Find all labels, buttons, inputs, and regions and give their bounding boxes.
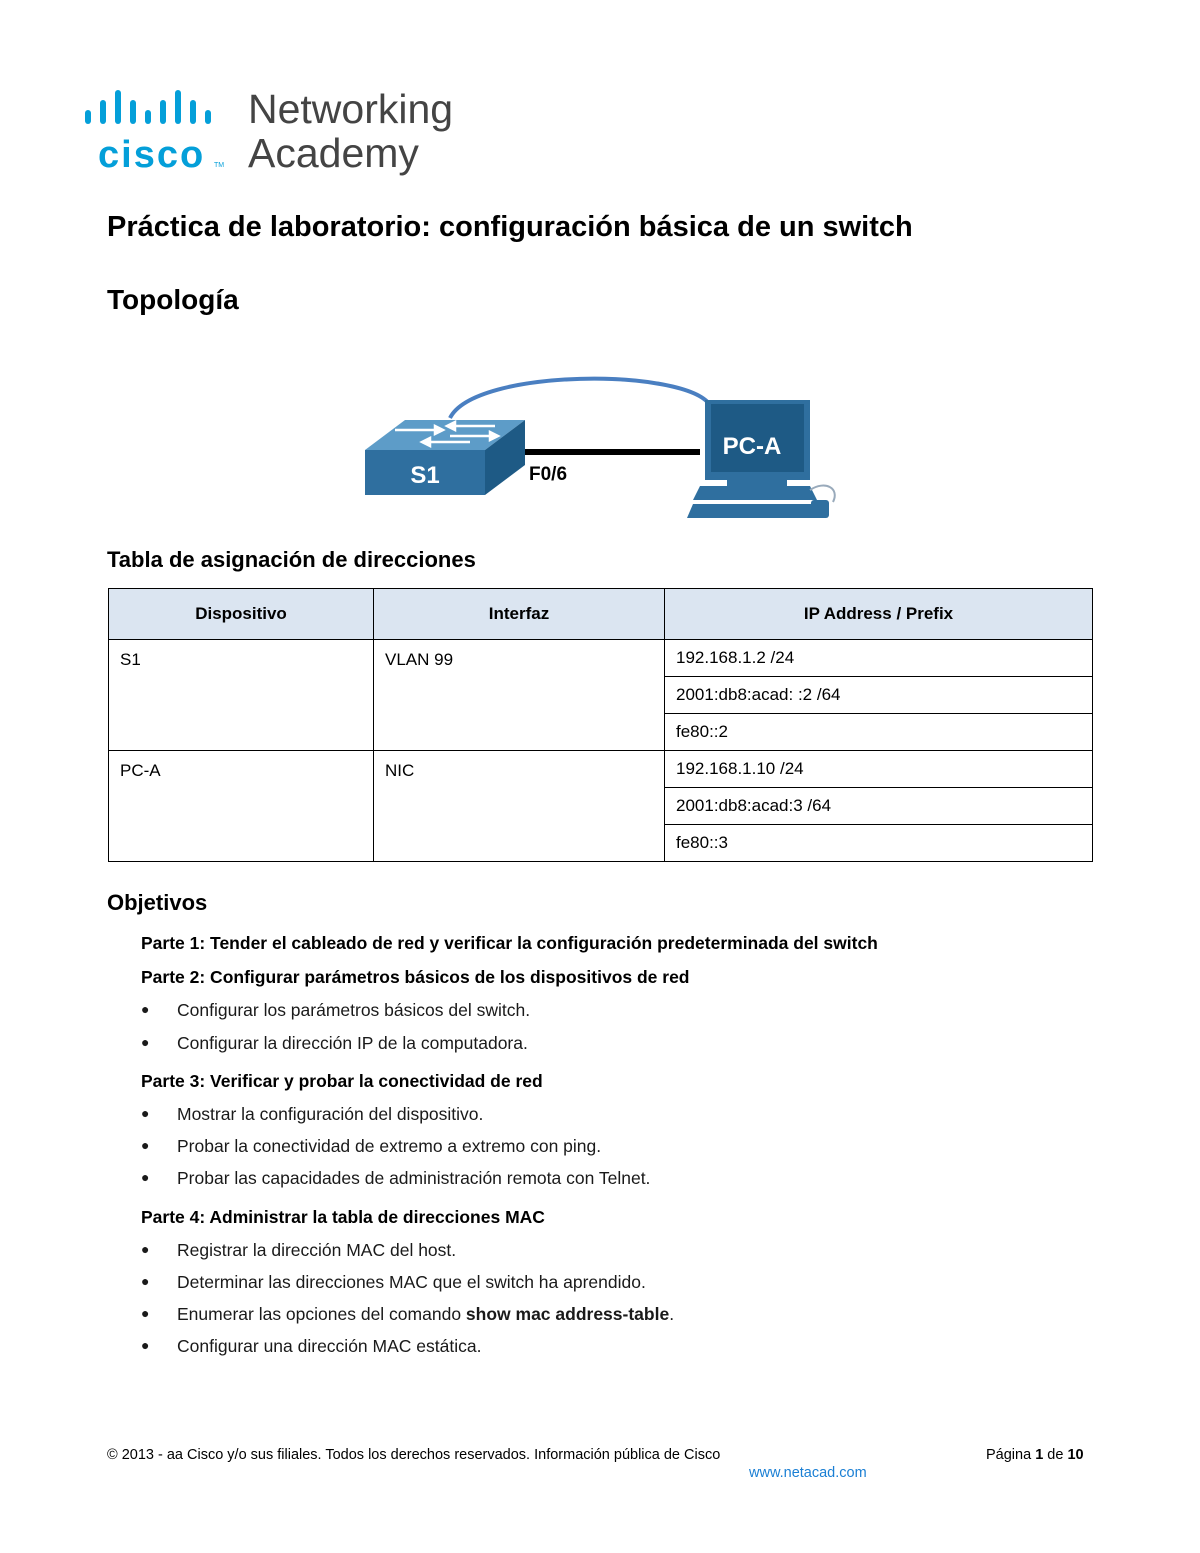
page-mid: de <box>1043 1447 1068 1463</box>
interface-cell: VLAN 99 <box>374 640 665 751</box>
list-item-text: Mostrar la configuración del dispositivo. <box>177 1104 484 1124</box>
objectives-heading: Objetivos <box>107 890 208 915</box>
bullet-icon: ● <box>141 1034 150 1050</box>
bullet-icon: ● <box>141 1001 150 1017</box>
addressing-table <box>108 588 1093 862</box>
list-item-text: Configurar los parámetros básicos del switch. <box>177 1000 531 1020</box>
list-item <box>141 1000 530 1021</box>
trademark-mark: TM <box>214 162 225 169</box>
list-item-suffix: . <box>669 1304 675 1324</box>
pc-label: PC-A <box>722 433 782 460</box>
port-label: F0/6 <box>529 464 568 485</box>
logo-line-2: Academy <box>248 130 419 176</box>
device-cell: PC-A <box>109 751 374 862</box>
page-current: 1 <box>1035 1447 1044 1463</box>
table-row <box>109 751 1093 788</box>
part-4-heading: Parte 4: Administrar la tabla de direcciones MAC <box>141 1207 545 1227</box>
topology-diagram <box>355 370 855 530</box>
footer-copyright: © 2013 - aa Cisco y/o sus filiales. Todos los derechos reservados. Información pública de Cisco <box>107 1447 721 1463</box>
bullet-icon: ● <box>141 1337 150 1353</box>
bullet-icon: ● <box>141 1305 150 1321</box>
cisco-bars-icon <box>82 86 232 134</box>
ip-cell: 2001:db8:acad: :2 /64 <box>665 677 1093 714</box>
device-cell: S1 <box>109 640 374 751</box>
logo-brand: cisco <box>98 134 206 176</box>
page-number <box>986 1447 1084 1463</box>
list-item <box>141 1272 646 1293</box>
logo-line-1: Networking <box>248 86 454 132</box>
part-1-heading: Parte 1: Tender el cableado de red y verificar la configuración predeterminada del switch <box>141 933 878 953</box>
document-title: Práctica de laboratorio: configuración básica de un switch <box>107 211 913 243</box>
command-text: show mac address-table <box>465 1304 670 1324</box>
list-item-text: Enumerar las opciones del comando <box>177 1304 466 1324</box>
list-item <box>141 1168 650 1189</box>
list-item <box>141 1240 456 1261</box>
table-row <box>109 640 1093 677</box>
ip-cell: 192.168.1.10 /24 <box>665 751 1093 788</box>
bullet-icon: ● <box>141 1105 150 1121</box>
column-header: Dispositivo <box>109 589 374 640</box>
ip-cell: 192.168.1.2 /24 <box>665 640 1093 677</box>
bullet-icon: ● <box>141 1137 150 1153</box>
topology-heading: Topología <box>107 284 239 315</box>
ip-cell: fe80::3 <box>665 825 1093 862</box>
addressing-table-heading: Tabla de asignación de direcciones <box>107 547 476 572</box>
part-3-heading: Parte 3: Verificar y probar la conectividad de red <box>141 1071 543 1091</box>
part-2-heading: Parte 2: Configurar parámetros básicos de los dispositivos de red <box>141 967 690 987</box>
list-item <box>141 1136 601 1157</box>
column-header: Interfaz <box>374 589 665 640</box>
column-header: IP Address / Prefix <box>665 589 1093 640</box>
list-item-text: Configurar la dirección IP de la computadora. <box>177 1033 528 1053</box>
console-cable <box>450 379 710 418</box>
list-item-text: Determinar las direcciones MAC que el switch ha aprendido. <box>177 1272 646 1292</box>
bullet-icon: ● <box>141 1169 150 1185</box>
cisco-networking-academy-logo <box>82 86 482 186</box>
switch-s1-icon <box>365 420 525 495</box>
table-header-row <box>109 589 1093 640</box>
list-item-text: Configurar una dirección MAC estática. <box>177 1336 482 1356</box>
list-item-text: Registrar la dirección MAC del host. <box>177 1240 457 1260</box>
list-item <box>141 1033 528 1054</box>
switch-label: S1 <box>410 462 440 489</box>
interface-cell: NIC <box>374 751 665 862</box>
ip-cell: fe80::2 <box>665 714 1093 751</box>
page-prefix: Página <box>986 1447 1036 1463</box>
bullet-icon: ● <box>141 1273 150 1289</box>
page-total: 10 <box>1067 1447 1084 1463</box>
list-item <box>141 1104 483 1125</box>
list-item <box>141 1336 481 1357</box>
list-item-text: Probar las capacidades de administración remota con Telnet. <box>177 1168 651 1188</box>
list-item <box>141 1304 674 1325</box>
footer-url-link[interactable]: www.netacad.com <box>749 1465 867 1481</box>
bullet-icon: ● <box>141 1241 150 1257</box>
list-item-text: Probar la conectividad de extremo a extremo con ping. <box>177 1136 602 1156</box>
ip-cell: 2001:db8:acad:3 /64 <box>665 788 1093 825</box>
